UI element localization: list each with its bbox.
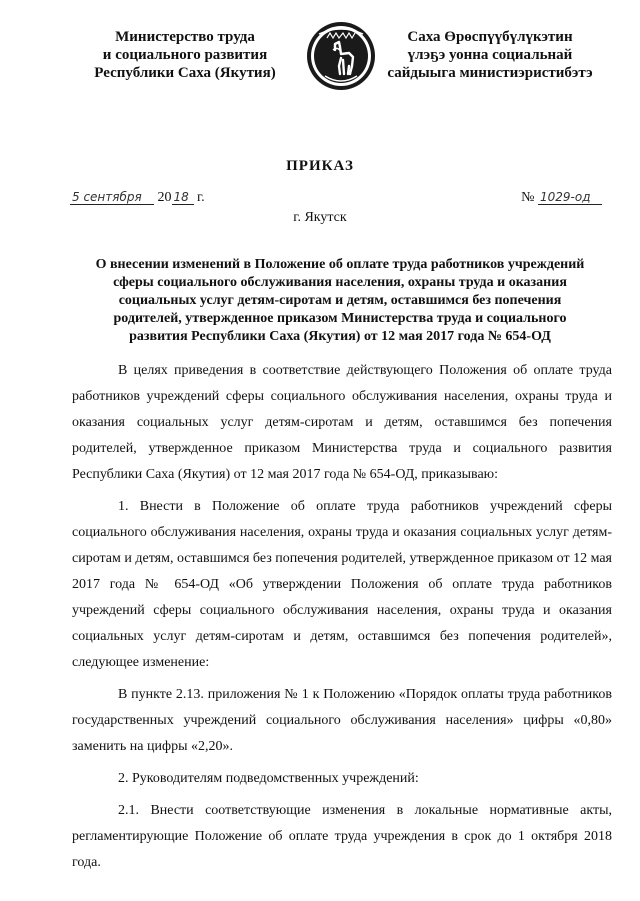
subject-line: сферы социального обслуживания населения, охраны труда и оказания xyxy=(113,275,567,290)
order-subject xyxy=(70,256,610,346)
order-number xyxy=(521,190,602,206)
body-paragraph: В пункте 2.13. приложения № 1 к Положению «Порядок оплаты труда работников государственных учреждений социального обслуживания населения» цифры «0,80» заменить на цифры «2,20». xyxy=(72,687,612,754)
header-left-line: и социального развития xyxy=(102,47,268,63)
number-sign: № xyxy=(521,190,535,205)
header-left-line: Республики Саха (Якутия) xyxy=(94,65,276,81)
ministry-name-russian xyxy=(70,28,300,82)
subject-line: развития Республики Саха (Якутия) от 12 мая 2017 года № 654-ОД xyxy=(129,329,551,344)
header-right-line: Саха Өрөспүүбүлүкэтин xyxy=(407,29,573,45)
subject-line: родителей, утвержденное приказом Министерства труда и социального xyxy=(113,311,567,326)
year-abbrev: г. xyxy=(197,190,205,205)
handwritten-year: 18 xyxy=(172,190,194,205)
ministry-name-yakut xyxy=(375,28,605,82)
order-body xyxy=(72,358,612,882)
subject-line: О внесении изменений в Положение об оплате труда работников учреждений xyxy=(95,257,585,272)
order-date xyxy=(70,190,205,206)
subject-line: социальных услуг детям-сиротам и детям, оставшимся без попечения xyxy=(118,293,562,308)
body-paragraph: 2.1. Внести соответствующие изменения в локальные нормативные акты, регламентирующие Положение об оплате труда учреждения в срок до 1 октября 2018 года. xyxy=(72,803,612,870)
handwritten-day-month: 5 сентября xyxy=(70,190,154,205)
handwritten-number: 1029-од xyxy=(538,190,602,205)
header-right-line: үлэҕэ уонна социальнай xyxy=(407,47,573,63)
year-prefix: 20 xyxy=(157,190,172,205)
coat-of-arms-emblem-icon xyxy=(305,20,377,92)
city-label: г. Якутск xyxy=(293,210,347,225)
header-right-line: сайдыыга министиэристибэтэ xyxy=(387,65,593,81)
body-paragraph: В целях приведения в соответствие действующего Положения об оплате труда работников учреждений сферы социального обслуживания населения, охраны труда и оказания социальных услуг детям-сиротам и детям, оставшимся без попечения родителей, утвержденное приказом Министерства труда и социального развития Республики Саха (Якутия) от 12 мая 2017 года № 654-ОД, приказываю: xyxy=(72,363,612,482)
body-paragraph: 2. Руководителям подведомственных учреждений: xyxy=(118,771,419,786)
header-left-line: Министерство труда xyxy=(115,29,255,45)
body-paragraph: 1. Внести в Положение об оплате труда работников учреждений сферы социального обслуживания населения, охраны труда и оказания социальных услуг детям-сиротам и детям, оставшимся без попечения родителей, утвержденное приказом от 12 мая 2017 года № 654-ОД «Об утверждении Положения об оплате труда работников учреждений сферы социального обслуживания населения, охраны труда и оказания социальных услуг детям-сиротам и детям, оставшимся без попечения родителей», следующее изменение: xyxy=(72,499,612,670)
document-type-title: ПРИКАЗ xyxy=(286,158,354,174)
